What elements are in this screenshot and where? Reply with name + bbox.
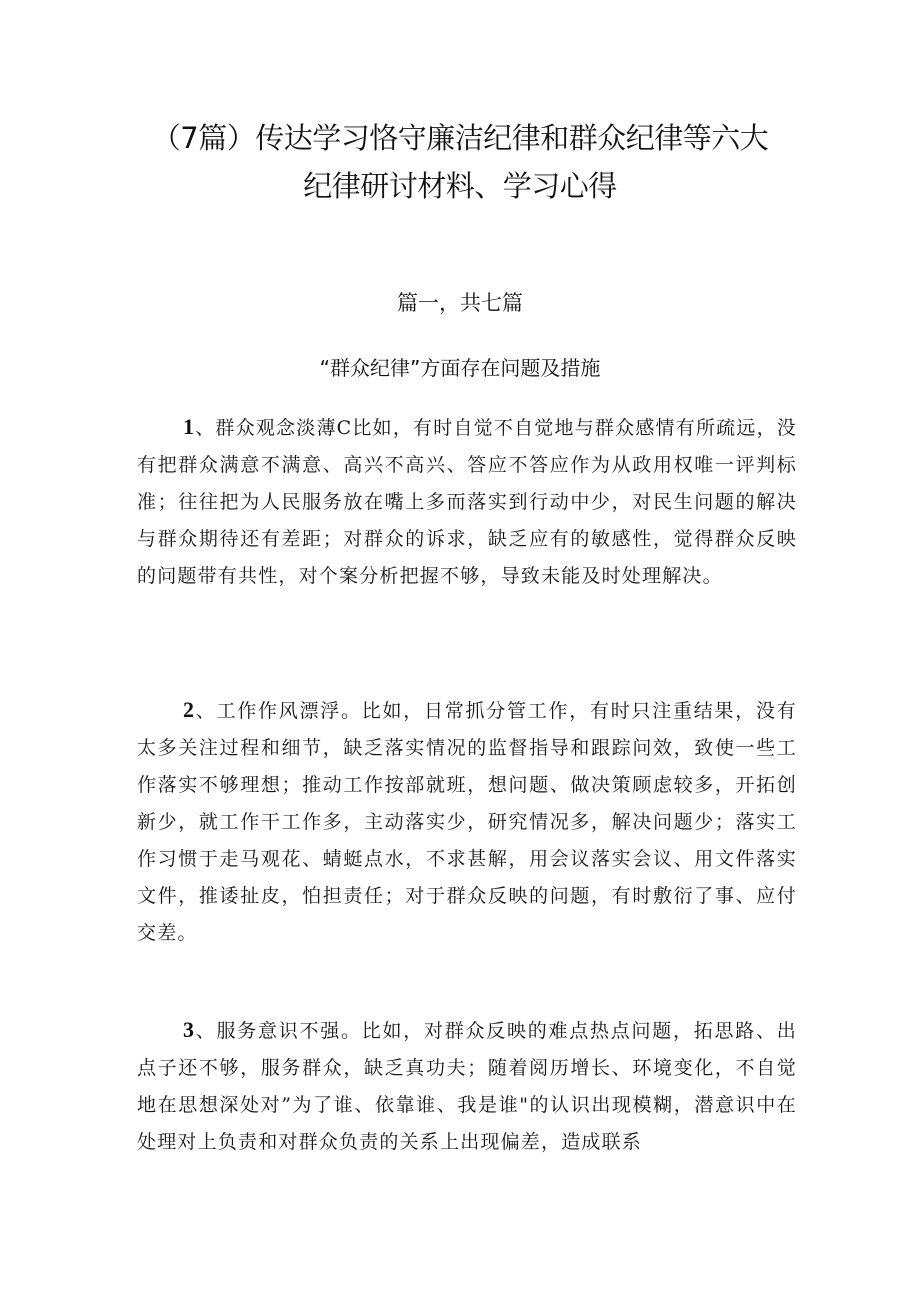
paragraph-2 bbox=[137, 691, 797, 952]
paragraph-3 bbox=[137, 1011, 797, 1161]
paragraph-text: 、工作作风漂浮。比如，日常抓分管工作，有时只注重结果，没有太多关注过程和细节，缺乏落实情况的监督指导和跟踪问效，致使一些工作落实不够理想；推动工作按部就班，想问题、做决策顾虑较多，开拓创新少，就工作干工作多，主动落实少，研究情况多，解决问题少；落实工作习惯于走马观花、蜻蜓点水，不求甚解，用会议落实会议、用文件落实文件，推诿扯皮，怕担责任；对于群众反映的问题，有时敷衍了事、应付交差。 bbox=[137, 700, 797, 944]
topic-heading: “群众纪律”方面存在问题及措施 bbox=[319, 356, 601, 380]
paragraph-number: 1 bbox=[183, 414, 196, 439]
paragraph-number: 2 bbox=[183, 697, 196, 722]
paragraph-text: 、服务意识不强。比如，对群众反映的难点热点问题，拓思路、出点子还不够，服务群众，缺乏真功夫；随着阅历增长、环境变化，不自觉地在思想深处对”为了谁、依靠谁、我是谁"的认识出现模糊，潜意识中在处理对上负责和对群众负责的关系上出现偏差，造成联系 bbox=[137, 1020, 797, 1153]
document-title-line-2: 纪律研讨材料、学习心得 bbox=[303, 169, 617, 203]
paragraph-text: 、群众观念淡薄C比如，有时自觉不自觉地与群众感情有所疏远，没有把群众满意不满意、高兴不高兴、答应不答应作为从政用权唯一评判标准；往往把为人民服务放在嘴上多而落实到行动中少，对民生问题的解决与群众期待还有差距；对群众的诉求，缺乏应有的敏感性，觉得群众反映的问题带有共性，对个案分析把握不够，导致未能及时处理解决。 bbox=[137, 417, 797, 587]
paragraph-number: 3 bbox=[183, 1017, 196, 1042]
paragraph-1 bbox=[137, 408, 797, 595]
section-heading: 篇一，共七篇 bbox=[397, 291, 523, 315]
document-title-line-1: （7篇）传达学习恪守廉洁纪律和群众纪律等六大 bbox=[151, 121, 769, 155]
